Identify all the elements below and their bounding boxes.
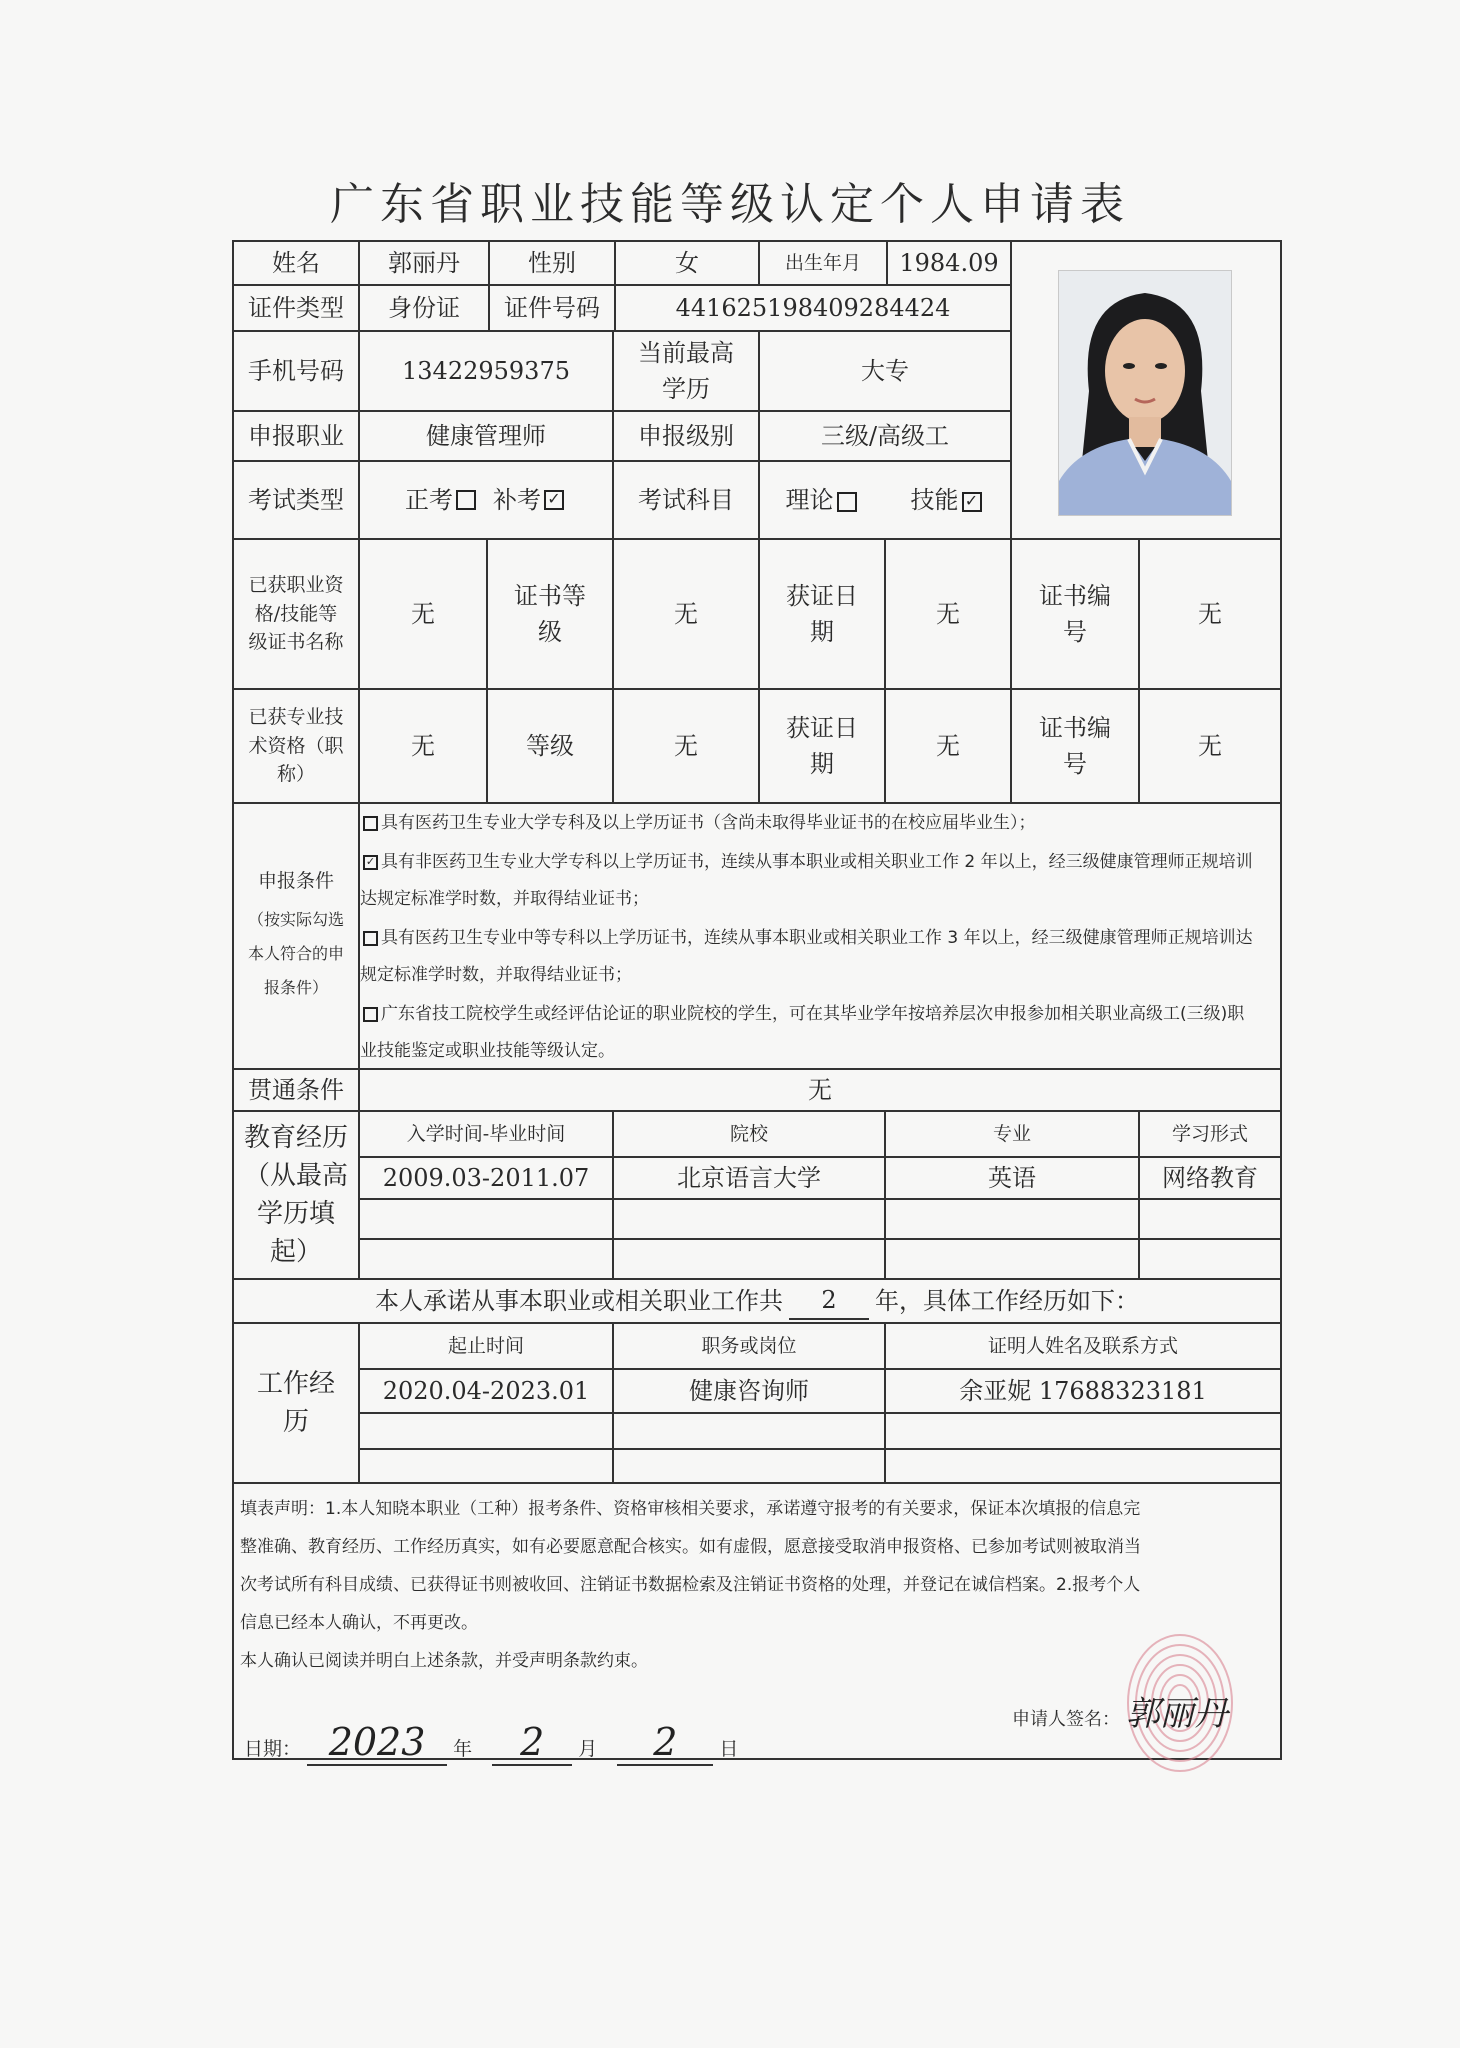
edu-row-school: 北京语言大学 <box>612 1156 886 1200</box>
edu-empty-cell <box>358 1238 614 1280</box>
work-promise-pre: 本人承诺从事本职业或相关职业工作共 <box>375 1287 783 1315</box>
condition-1-text: 具有医药卫生专业大学专科及以上学历证书（含尚未取得毕业证书的在校应届毕业生）； <box>381 813 1036 833</box>
label-cert1-date: 获证日期 <box>758 538 886 690</box>
condition-3-checkbox[interactable] <box>363 931 378 946</box>
work-empty-cell <box>884 1448 1282 1484</box>
work-empty-cell <box>358 1448 614 1484</box>
work-header-position: 职务或岗位 <box>612 1322 886 1370</box>
edu-row-time: 2009.03-2011.07 <box>358 1156 614 1200</box>
value-occupation: 健康管理师 <box>358 410 614 462</box>
work-empty-cell <box>884 1412 1282 1450</box>
label-exam-type: 考试类型 <box>232 460 360 540</box>
page-title: 广东省职业技能等级认定个人申请表 <box>330 179 1130 230</box>
condition-item <box>360 920 1260 994</box>
subject-theory-label: 理论 <box>785 486 834 514</box>
year-unit: 年 <box>453 1738 473 1760</box>
edu-header-major: 专业 <box>884 1110 1140 1158</box>
value-cert2-no: 无 <box>1138 688 1282 804</box>
subject-skill-label: 技能 <box>910 486 959 514</box>
work-years: 2 <box>789 1282 869 1320</box>
label-name: 姓名 <box>232 240 360 286</box>
label-id-type: 证件类型 <box>232 284 360 332</box>
label-occupation: 申报职业 <box>232 410 360 462</box>
exam-normal-checkbox[interactable] <box>456 490 476 510</box>
label-cert2-date: 获证日期 <box>758 688 886 804</box>
date-year: 2023 <box>307 1720 447 1766</box>
value-cert2-date: 无 <box>884 688 1012 804</box>
value-id-type: 身份证 <box>358 284 490 332</box>
edu-header-school: 院校 <box>612 1110 886 1158</box>
conditions-title: 申报条件 <box>257 869 334 892</box>
value-education: 大专 <box>758 330 1012 412</box>
value-cert1-level: 无 <box>612 538 760 690</box>
value-id-number: 441625198409284424 <box>614 284 1012 332</box>
exam-subject-options <box>758 460 1012 540</box>
label-cert1-level: 证书等级 <box>486 538 614 690</box>
condition-2-text: 具有非医药卫生专业大学专科以上学历证书，连续从事本职业或相关职业工作 2 年以上，经三级健康管理师正规培训达规定标准学时数，并取得结业证书； <box>360 852 1253 909</box>
work-header-time: 起止时间 <box>358 1322 614 1370</box>
signature-label <box>1012 1686 1228 1735</box>
label-education <box>612 330 760 412</box>
work-row-time: 2020.04-2023.01 <box>358 1368 614 1414</box>
work-empty-cell <box>612 1412 886 1450</box>
statement-text <box>240 1490 1270 1680</box>
exam-normal-label: 正考 <box>405 486 453 514</box>
value-cert1-no: 无 <box>1138 538 1282 690</box>
statement-line: 次考试所有科目成绩、已获得证书则被收回、注销证书数据检索及注销证书资格的处理，并登记在诚信档案。2.报考个人 <box>240 1575 1141 1595</box>
edu-empty-cell <box>612 1198 886 1240</box>
label-exam-subject: 考试科目 <box>612 460 760 540</box>
condition-1-checkbox[interactable] <box>363 816 378 831</box>
condition-3-text: 具有医药卫生专业中等专科以上学历证书，连续从事本职业或相关职业工作 3 年以上，经三级健康管理师正规培训达规定标准学时数，并取得结业证书； <box>360 928 1253 985</box>
edu-empty-cell <box>1138 1238 1282 1280</box>
edu-row-mode: 网络教育 <box>1138 1156 1282 1200</box>
edu-empty-cell <box>884 1238 1140 1280</box>
edu-empty-cell <box>1138 1198 1282 1240</box>
signature-handwritten: 郭丽丹 <box>1125 1694 1228 1734</box>
condition-item <box>360 844 1260 918</box>
label-gender: 性别 <box>488 240 616 286</box>
value-gender: 女 <box>614 240 760 286</box>
statement-line: 信息已经本人确认，不再更改。 <box>240 1613 478 1633</box>
label-phone: 手机号码 <box>232 330 360 412</box>
date-label: 日期： <box>244 1738 302 1760</box>
label-cert2-level: 等级 <box>486 688 614 804</box>
value-cert1-date: 无 <box>884 538 1012 690</box>
conditions-label <box>232 802 360 1070</box>
label-cert1: 已获职业资格/技能等级证书名称 <box>232 538 360 690</box>
value-cert2-level: 无 <box>612 688 760 804</box>
label-through: 贯通条件 <box>232 1068 360 1112</box>
conditions-list <box>360 805 1260 1072</box>
label-education-line1: 当前最高 <box>638 339 734 367</box>
work-row-position: 健康咨询师 <box>612 1368 886 1414</box>
statement-line: 整准确、教育经历、工作经历真实，如有必要愿意配合核实。如有虚假，愿意接受取消申报资格、已参加考试则被取消当 <box>240 1537 1141 1557</box>
edu-row-major: 英语 <box>884 1156 1140 1200</box>
date-month: 2 <box>492 1720 572 1766</box>
value-level: 三级/高级工 <box>758 410 1012 462</box>
label-education-line2: 学历 <box>662 375 710 403</box>
label-birth: 出生年月 <box>758 240 888 286</box>
edu-header-mode: 学习形式 <box>1138 1110 1282 1158</box>
edu-header-time: 入学时间-毕业时间 <box>358 1110 614 1158</box>
signature-label-text: 申请人签名： <box>1012 1709 1120 1730</box>
value-phone: 13422959375 <box>358 330 614 412</box>
subject-skill-checkbox[interactable]: ✓ <box>962 492 982 512</box>
edu-empty-cell <box>612 1238 886 1280</box>
work-promise-post: 年，具体工作经历如下： <box>875 1287 1139 1315</box>
condition-4-checkbox[interactable] <box>363 1007 378 1022</box>
edu-empty-cell <box>884 1198 1140 1240</box>
day-unit: 日 <box>719 1738 739 1760</box>
edu-empty-cell <box>358 1198 614 1240</box>
condition-4-text: 广东省技工院校学生或经评估论证的职业院校的学生，可在其毕业学年按培养层次申报参加相关职业高级工(三级)职业技能鉴定或职业技能等级认定。 <box>360 1004 1245 1061</box>
label-edu-history: 教育经历（从最高学历填起） <box>232 1110 360 1280</box>
exam-retake-checkbox[interactable]: ✓ <box>544 490 564 510</box>
exam-type-options <box>358 460 614 540</box>
label-cert2-no: 证书编号 <box>1010 688 1140 804</box>
work-header-ref: 证明人姓名及联系方式 <box>884 1322 1282 1370</box>
month-unit: 月 <box>578 1738 598 1760</box>
label-level: 申报级别 <box>612 410 760 462</box>
work-row-ref: 余亚妮 17688323181 <box>884 1368 1282 1414</box>
value-cert2-name: 无 <box>358 688 488 804</box>
value-birth: 1984.09 <box>886 240 1012 286</box>
date-day: 2 <box>617 1720 713 1766</box>
applicant-photo <box>1058 270 1232 516</box>
condition-item <box>360 996 1260 1070</box>
work-promise <box>232 1278 1282 1324</box>
statement-line: 填表声明：1.本人知晓本职业（工种）报考条件、资格审核相关要求，承诺遵守报考的有关要求，保证本次填报的信息完 <box>240 1499 1141 1519</box>
exam-retake-label: 补考 <box>493 486 541 514</box>
label-id-number: 证件号码 <box>488 284 616 332</box>
condition-2-checkbox[interactable]: ✓ <box>363 855 378 870</box>
statement-line: 本人确认已阅读并明白上述条款，并受声明条款约束。 <box>240 1651 648 1671</box>
value-through: 无 <box>358 1068 1282 1112</box>
subject-theory-checkbox[interactable] <box>837 492 857 512</box>
value-name: 郭丽丹 <box>358 240 490 286</box>
conditions-hint: （按实际勾选本人符合的申报条件） <box>247 910 344 998</box>
value-cert1-name: 无 <box>358 538 488 690</box>
date-line <box>244 1720 738 1766</box>
label-cert2: 已获专业技术资格（职称） <box>232 688 360 804</box>
work-empty-cell <box>612 1448 886 1484</box>
work-empty-cell <box>358 1412 614 1450</box>
condition-item <box>360 805 1260 842</box>
label-cert1-no: 证书编号 <box>1010 538 1140 690</box>
label-work-history: 工作经历 <box>232 1322 360 1484</box>
